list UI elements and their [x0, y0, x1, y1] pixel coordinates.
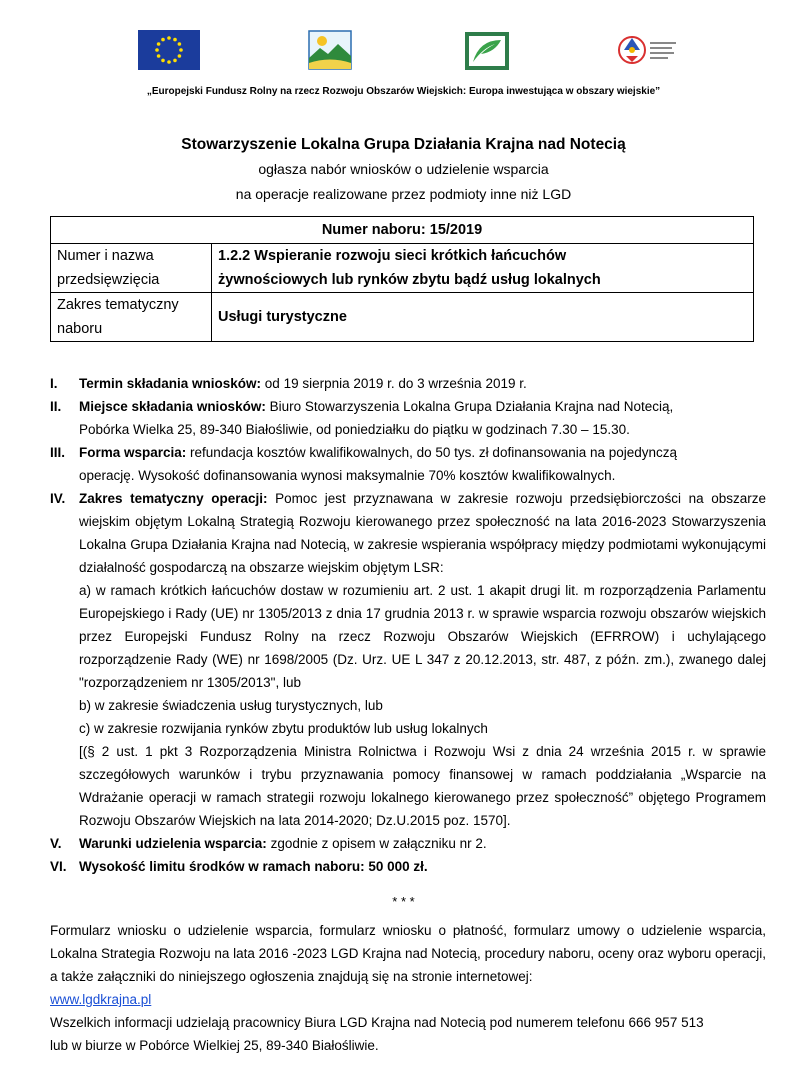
item-number: IV. [50, 491, 66, 506]
item-heading: Termin składania wniosków: [79, 376, 262, 391]
item-text: 50 000 zł. [364, 859, 428, 874]
prow-logo [618, 30, 680, 70]
subtitle-line-1: ogłasza nabór wniosków o udzielenie wsparcia [258, 161, 549, 177]
row-label-line: Zakres tematyczny [57, 297, 179, 313]
item-heading: Miejsce składania wniosków: [79, 399, 266, 414]
item-text: Pobórka Wielka 25, 89-340 Białośliwie, od poniedziałku do piątku w godzinach 7.30 – 15.30. [79, 422, 630, 437]
item-text: od 19 sierpnia 2019 r. do 3 września 2019 r. [261, 376, 527, 391]
contact-line: Wszelkich informacji udzielają pracownicy Biura LGD Krajna nad Notecią pod numerem telefonu 666 957 513 [50, 1015, 704, 1030]
list-item [50, 855, 766, 878]
table-row [51, 293, 754, 342]
item-number: III. [50, 445, 66, 460]
list-item [50, 832, 766, 855]
call-info-table [50, 216, 754, 342]
row-label [51, 244, 212, 293]
lgd-krajna-logo [308, 30, 352, 70]
item-heading: Wysokość limitu środków w ramach naboru: [79, 859, 365, 874]
row-value [212, 244, 754, 293]
row-label-line: przedsięwzięcia [57, 272, 160, 288]
subtitle-line-2: na operacje realizowane przez podmioty inne niż LGD [235, 186, 572, 202]
list-item [50, 487, 766, 832]
item-text: operację. Wysokość dofinansowania wynosi maksymalnie 70% kosztów kwalifikowalnych. [79, 468, 616, 483]
item-text: Biuro Stowarzyszenia Lokalna Grupa Działania Krajna nad Notecią, [265, 399, 674, 414]
item-number: II. [50, 399, 62, 414]
list-item [50, 372, 766, 395]
leader-logo [465, 32, 509, 70]
call-number: Numer naboru: 15/2019 [51, 217, 754, 244]
item-number: I. [50, 376, 58, 391]
item-subpoint-c: c) w zakresie rozwijania rynków zbytu produktów lub usług lokalnych [79, 721, 488, 736]
item-subpoint-b: b) w zakresie świadczenia usług turystycznych, lub [79, 698, 383, 713]
item-number: V. [50, 836, 62, 851]
row-value-line: żywnościowych lub rynków zbytu bądź usług lokalnych [218, 272, 601, 288]
row-label [51, 293, 212, 342]
item-heading: Zakres tematyczny operacji: [79, 491, 268, 506]
separator: * * * [392, 894, 415, 909]
item-text: refundacja kosztów kwalifikowalnych, do 50 tys. zł dofinansowania na pojedynczą [186, 445, 678, 460]
footer-paragraph: Formularz wniosku o udzielenie wsparcia, formularz wniosku o płatność, formularz umowy o udzielenie wsparcia, Lokalna Strategia Rozwoju na lata 2016 -2023 LGD Krajna nad Notecią, procedury naboru, oceny oraz wyboru operacji, a także załączniki do niniejszego ogłoszenia znajdują się na stronie internetowej: [50, 923, 766, 984]
footer [50, 919, 766, 1057]
program-caption: „Europejski Fundusz Rolny na rzecz Rozwoju Obszarów Wiejskich: Europa inwestująca w obszary wiejskie” [146, 86, 661, 97]
row-value-line: 1.2.2 Wspieranie rozwoju sieci krótkich łańcuchów [218, 248, 567, 264]
table-header-row [51, 217, 754, 244]
list-item [50, 395, 766, 441]
item-legal-reference: [(§ 2 ust. 1 pkt 3 Rozporządzenia Ministra Rolnictwa i Rozwoju Wsi z dnia 24 września 2015 r. w sprawie szczegółowych warunków i trybu przyznawania pomocy finansowej w ramach poddziałania „Wsparcie na Wdrażanie operacji w ramach strategii rozwoju lokalnego kierowanego przez społeczność” objętego Programem Rozwoju Obszarów Wiejskich na lata 2014-2020; Dz.U.2015 poz. 1570]. [79, 744, 766, 828]
table-row [51, 244, 754, 293]
item-heading: Forma wsparcia: [79, 445, 187, 460]
item-heading: Warunki udzielenia wsparcia: [79, 836, 267, 851]
item-subpoint-a: a) w ramach krótkich łańcuchów dostaw w rozumieniu art. 2 ust. 1 akapit drugi lit. m rozporządzenia Parlamentu Europejskiego i Rady (UE) nr 1305/2013 z dnia 17 grudnia 2013 r. w sprawie wsparcia rozwoju obszarów wiejskich przez Europejski Fundusz Rolny na rzecz Rozwoju Obszarów Wiejskich (EFRROW) i uchylającego rozporządzenie Rady (WE) nr 1698/2005 (Dz. Urz. UE L 347 z 20.12.2013, str. 487, z późn. zm.), zwanego dalej "rozporządzeniem nr 1305/2013", lub [79, 583, 766, 690]
organization-title: Stowarzyszenie Lokalna Grupa Działania Krajna nad Notecią [181, 136, 626, 153]
sections-list [50, 372, 766, 878]
item-number: VI. [50, 859, 67, 874]
row-label-line: naboru [57, 321, 103, 337]
item-text: Pomoc jest przyznawana w zakresie rozwoju przedsiębiorczości na obszarze wiejskim objętym Lokalną Strategią Rozwoju kierowanego przez społeczność na lata 2016-2023 Stowarzyszenia Lokalna Grupa Działania Krajna nad Notecią, w zakresie wspierania współpracy między podmiotami wykonującymi działalność gospodarczą na obszarze wiejskim objętym LSR: [79, 491, 766, 575]
list-item [50, 441, 766, 487]
eu-flag-logo [138, 30, 200, 70]
item-text: zgodnie z opisem w załączniku nr 2. [266, 836, 487, 851]
row-label-line: Numer i nazwa [57, 248, 154, 264]
logo-bar [0, 30, 807, 75]
website-link[interactable]: www.lgdkrajna.pl [50, 992, 152, 1007]
contact-line: lub w biurze w Pobórce Wielkiej 25, 89-340 Białośliwie. [50, 1038, 379, 1053]
item-paragraph [79, 487, 766, 579]
row-value: Usługi turystyczne [212, 293, 754, 342]
